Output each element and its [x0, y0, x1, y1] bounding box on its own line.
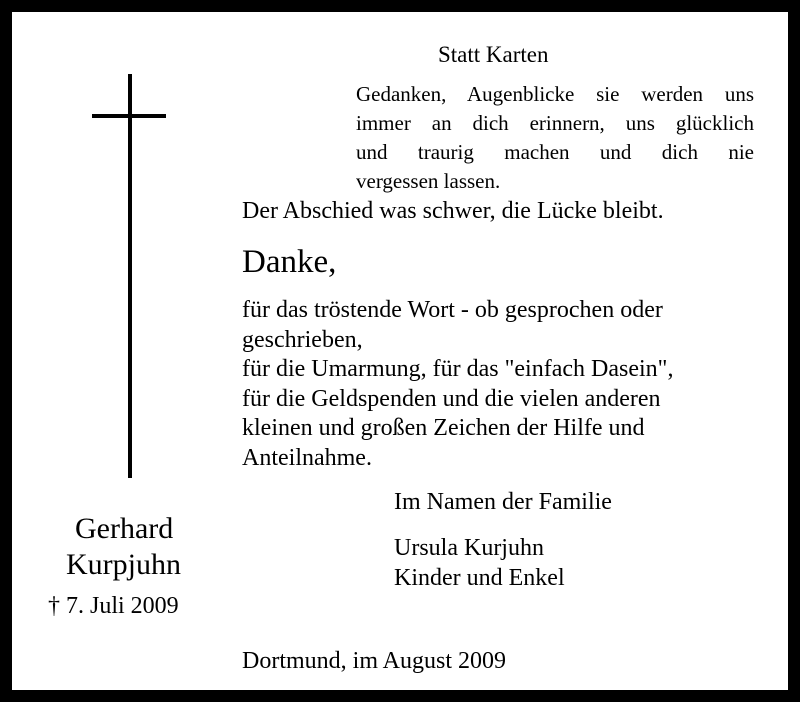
obituary-notice: [12, 12, 788, 690]
verse-line: und traurig machen und dich nie: [356, 140, 754, 164]
notice-header: Statt Karten: [438, 42, 549, 67]
death-date: † 7. Juli 2009: [48, 593, 179, 619]
thanks-heading: Danke,: [242, 244, 337, 280]
cross-icon: [128, 74, 132, 478]
cross-icon-bar: [92, 114, 166, 118]
body-line: Anteilnahme.: [242, 444, 372, 471]
deceased-first-name: Gerhard: [75, 512, 174, 545]
signatories: [394, 533, 565, 593]
body-line: für das tröstende Wort - ob gesprochen oder: [242, 297, 663, 323]
thanks-body: [242, 296, 673, 473]
signatory: Ursula Kurjuhn: [394, 535, 544, 561]
family-intro: Im Namen der Familie: [394, 489, 612, 515]
place-date: Dortmund, im August 2009: [242, 648, 507, 674]
body-line: für die Umarmung, für das "einfach Dasein",: [242, 356, 674, 382]
verse-line: Gedanken, Augenblicke sie werden uns: [356, 82, 754, 106]
body-line: für die Geldspenden und die vielen anderen: [242, 385, 661, 412]
verse-line: vergessen lassen.: [356, 169, 501, 193]
deceased-last-name: Kurpjuhn: [66, 548, 181, 581]
verse: [356, 80, 754, 196]
verse-line: immer an dich erinnern, uns glücklich: [356, 111, 754, 135]
signatory: Kinder und Enkel: [394, 565, 565, 591]
body-line: geschrieben,: [242, 326, 363, 353]
body-line: kleinen und großen Zeichen der Hilfe und: [242, 415, 645, 441]
farewell-line: Der Abschied was schwer, die Lücke bleibt.: [242, 198, 664, 224]
